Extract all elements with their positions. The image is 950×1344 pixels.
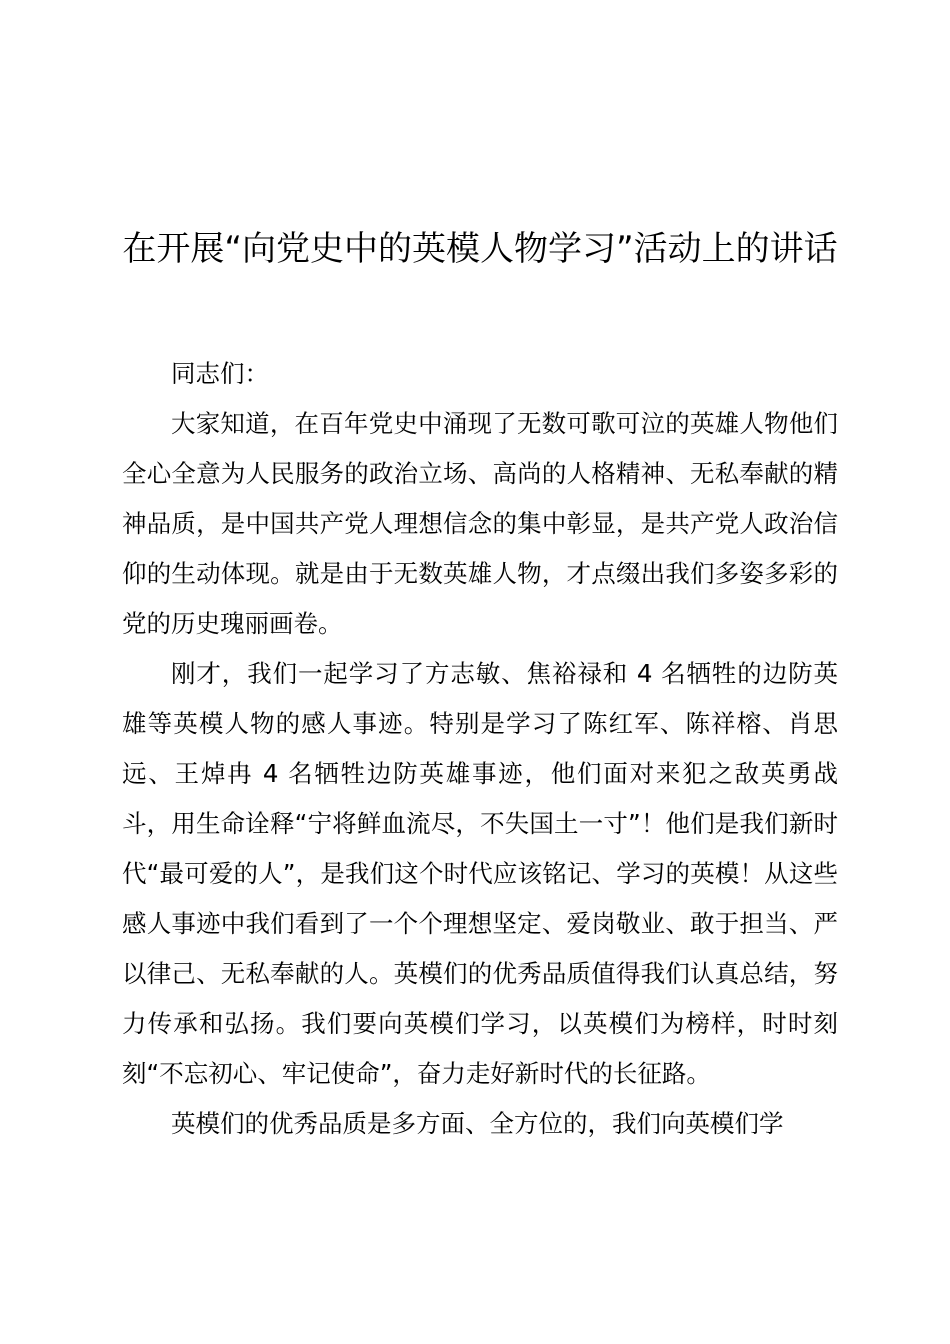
salutation: 同志们： <box>171 359 269 388</box>
paragraph-3: 英模们的优秀品质是多方面、全方位的，我们向英模们学 <box>171 1109 784 1138</box>
paragraph-1: 大家知道，在百年党史中涌现了无数可歌可泣的英雄人物他们全心全意为人民服务的政治立场、高尚的人格精神、无私奉献的精神品质，是中国共产党人理想信念的集中彰显，是共产党人政治信仰的生动体现。就是由于无数英雄人物，才点缀出我们多姿多彩的党的历史瑰丽画卷。 <box>122 409 838 638</box>
paragraph-2: 刚才，我们一起学习了方志敏、焦裕禄和 4 名牺牲的边防英雄等英模人物的感人事迹。特别是学习了陈红军、陈祥榕、肖思远、王焯冉 4 名牺牲边防英雄事迹，他们面对来犯之敌英勇战斗，用生命诠释“宁将鲜血流尽，不失国土一寸”！他们是我们新时代“最可爱的人”，是我们这个时代应该铭记、学习的英模！从这些感人事迹中我们看到了一个个理想坚定、爱岗敬业、敢于担当、严以律己、无私奉献的人。英模们的优秀品质值得我们认真总结，努力传承和弘扬。我们要向英模们学习，以英模们为榜样，时时刻刻“不忘初心、牢记使命”，奋力走好新时代的长征路。 <box>122 659 838 1088</box>
document-title: 在开展“向党史中的英模人物学习”活动上的讲话 <box>122 229 838 269</box>
document-body <box>122 349 838 1149</box>
